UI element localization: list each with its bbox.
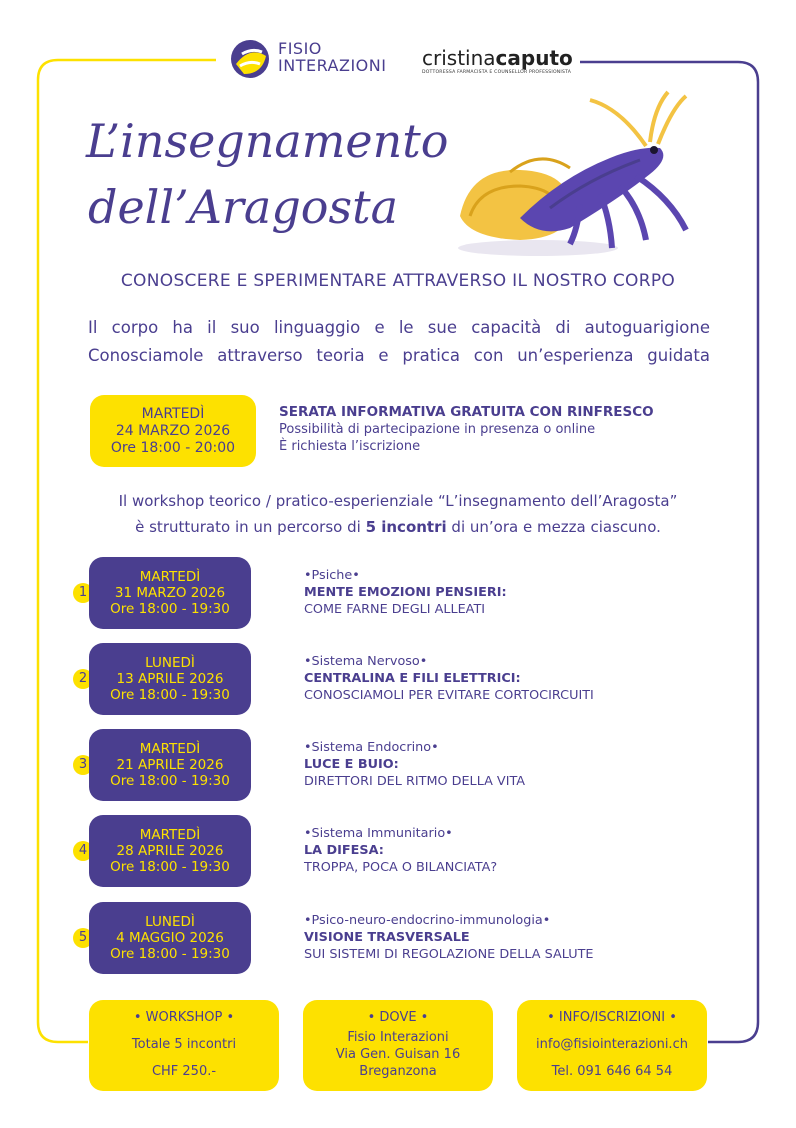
session-date-badge — [89, 557, 251, 629]
title-line2: dell’Aragosta — [88, 180, 399, 234]
serata-time: Ore 18:00 - 20:00 — [110, 439, 236, 456]
dove-box-line3: Breganzona — [359, 1064, 437, 1079]
session-topic: •Sistema Immunitario• — [304, 826, 453, 841]
serata-day: MARTEDÌ — [141, 405, 205, 422]
workshop-description — [60, 488, 736, 540]
logo2-name-light: cristina — [422, 46, 496, 70]
logo1-line2: INTERAZIONI — [278, 56, 387, 75]
dove-box-line1: Fisio Interazioni — [347, 1030, 449, 1045]
session-time: Ore 18:00 - 19:30 — [110, 687, 230, 703]
session-desc: DIRETTORI DEL RITMO DELLA VITA — [304, 774, 526, 789]
session-day: LUNEDÌ — [145, 914, 195, 930]
serata-date-badge — [90, 395, 256, 467]
fisio-interazioni-logo — [228, 34, 398, 84]
session-date-badge — [89, 643, 251, 715]
session-day: MARTEDÌ — [139, 569, 201, 585]
workshop-line1: Il workshop teorico / pratico-esperienziale “L’insegnamento dell’Aragosta” — [118, 492, 678, 510]
session-date: 28 APRILE 2026 — [116, 843, 224, 859]
session-number: 2 — [73, 669, 93, 689]
session-3 — [73, 729, 723, 803]
session-day: MARTEDÌ — [139, 741, 201, 757]
session-title: CENTRALINA E FILI ELETTRICI: — [304, 671, 521, 686]
session-date: 13 APRILE 2026 — [116, 671, 224, 687]
session-title: LA DIFESA: — [304, 843, 384, 858]
session-number: 1 — [73, 583, 93, 603]
workshop-box — [89, 1000, 279, 1091]
title-line1: L’insegnamento — [86, 114, 449, 168]
session-desc: TROPPA, POCA O BILANCIATA? — [304, 860, 498, 875]
serata-line1: Possibilità di partecipazione in presenza o online — [279, 422, 596, 437]
session-date: 21 APRILE 2026 — [116, 757, 224, 773]
session-day: LUNEDÌ — [145, 655, 195, 671]
workshop-box-line2: CHF 250.- — [151, 1064, 217, 1079]
session-title: MENTE EMOZIONI PENSIERI: — [304, 585, 507, 600]
logo2-name-bold: caputo — [495, 46, 573, 70]
workshop-box-heading: • WORKSHOP • — [133, 1010, 235, 1025]
session-date-badge — [89, 902, 251, 974]
page-title — [86, 108, 486, 240]
info-iscrizioni-box — [517, 1000, 707, 1091]
session-desc: COME FARNE DEGLI ALLEATI — [304, 602, 486, 617]
iscr-box-heading: • INFO/ISCRIZIONI • — [547, 1010, 677, 1025]
dove-box — [303, 1000, 493, 1091]
fisio-interazioni-logo-icon — [228, 34, 272, 84]
session-number: 5 — [73, 928, 93, 948]
iscr-phone: Tel. 091 646 64 54 — [551, 1064, 673, 1079]
session-4 — [73, 815, 723, 889]
session-topic: •Psico-neuro-endocrino-immunologia• — [304, 913, 551, 928]
session-date-badge — [89, 729, 251, 801]
session-1 — [73, 557, 723, 631]
lobster-illustration — [450, 88, 710, 264]
dove-box-heading: • DOVE • — [367, 1010, 429, 1025]
serata-date: 24 MARZO 2026 — [115, 422, 231, 439]
session-info — [304, 912, 724, 963]
session-time: Ore 18:00 - 19:30 — [110, 601, 230, 617]
logo1-line1: FISIO — [278, 39, 322, 58]
workshop-line2-bold: 5 incontri — [365, 518, 447, 536]
session-topic: •Psiche• — [304, 568, 360, 583]
session-date-badge — [89, 815, 251, 887]
workshop-line2-post: di un’ora e mezza ciascuno. — [446, 518, 661, 536]
session-info — [304, 739, 724, 790]
cristina-caputo-logo — [422, 46, 572, 80]
session-title: VISIONE TRASVERSALE — [304, 930, 470, 945]
session-2 — [73, 643, 723, 717]
session-date: 31 MARZO 2026 — [114, 585, 226, 601]
workshop-box-line1: Totale 5 incontri — [131, 1037, 237, 1052]
intro-line1: Il corpo ha il suo linguaggio e le sue capacità di autoguarigione — [88, 318, 710, 337]
session-5 — [73, 902, 723, 976]
iscr-email-link[interactable]: info@fisiointerazioni.ch — [536, 1037, 688, 1052]
session-topic: •Sistema Endocrino• — [304, 740, 439, 755]
serata-heading: SERATA INFORMATIVA GRATUITA CON RINFRESCO — [279, 404, 654, 420]
session-day: MARTEDÌ — [139, 827, 201, 843]
session-desc: SUI SISTEMI DI REGOLAZIONE DELLA SALUTE — [304, 947, 594, 962]
session-info — [304, 825, 724, 876]
session-number: 4 — [73, 841, 93, 861]
session-info — [304, 653, 724, 704]
serata-line2: È richiesta l’iscrizione — [279, 439, 421, 454]
session-time: Ore 18:00 - 19:30 — [110, 946, 230, 962]
dove-box-line2: Via Gen. Guisan 16 — [335, 1047, 461, 1062]
session-time: Ore 18:00 - 19:30 — [110, 859, 230, 875]
session-number: 3 — [73, 755, 93, 775]
intro-line2: Conosciamole attraverso teoria e pratica con un’esperienza guidata — [88, 346, 710, 365]
subtitle: CONOSCERE E SPERIMENTARE ATTRAVERSO IL NOSTRO CORPO — [120, 271, 676, 291]
session-title: LUCE E BUIO: — [304, 757, 399, 772]
session-date: 4 MAGGIO 2026 — [116, 930, 224, 946]
logo2-subtitle: DOTTORESSA FARMACISTA E COUNSELLOR PROFESSIONISTA — [422, 70, 572, 75]
session-info — [304, 567, 724, 618]
session-time: Ore 18:00 - 19:30 — [110, 773, 230, 789]
intro-text — [88, 314, 710, 370]
session-desc: CONOSCIAMOLI PER EVITARE CORTOCIRCUITI — [304, 688, 594, 703]
session-topic: •Sistema Nervoso• — [304, 654, 428, 669]
workshop-line2-pre: è strutturato in un percorso di — [135, 518, 366, 536]
serata-info — [279, 404, 699, 455]
workshop-line2 — [60, 514, 736, 540]
